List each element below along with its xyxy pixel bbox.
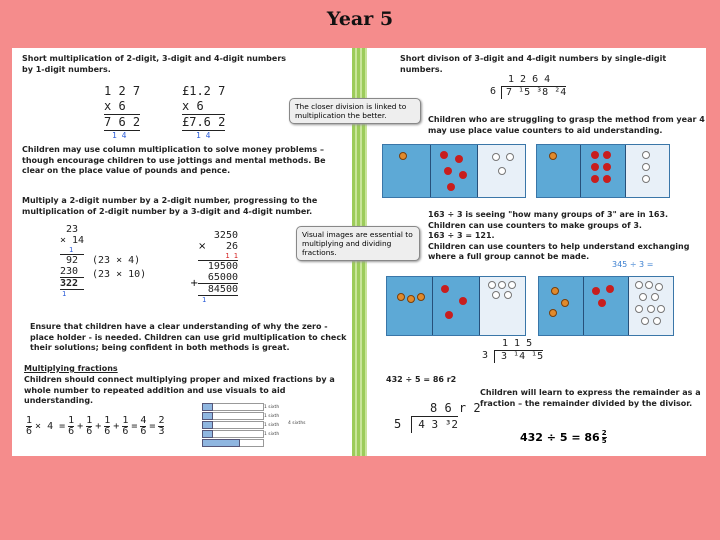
frac-c-num: 1 [86,415,93,426]
frac-g [158,416,164,437]
counter [498,167,506,175]
calc2-line2: x 6 [182,99,204,113]
groups-line-2: Children can use counters to make groups of 3. [428,220,642,230]
sixth-row-5 [202,439,264,447]
counter [459,297,467,305]
div3-dividend: 4 3 ³2 [411,416,458,433]
frac-b-num: 1 [68,415,75,426]
callout-visual-images: Visual images are essential to multiplying and dividing fractions. [296,226,420,261]
counter [606,285,614,293]
counter [603,151,611,159]
long1-carry: 1 [69,246,74,254]
div1-dividend: 7 ¹5 ³8 ²4 [501,86,566,99]
div2-bracket [482,350,543,363]
counter [642,163,650,171]
counter [645,281,653,289]
counter-col-tens-4 [584,277,629,335]
counter [635,305,643,313]
frac-eq-2: = [149,421,156,432]
struggle-note: Children who are struggling to grasp the method from year 4 may use place value counters to aid understanding. [428,115,705,135]
counter [561,299,569,307]
frac-a [26,416,32,437]
long2-p1: 19500 [198,260,238,272]
counter-col-hundreds-1 [383,145,431,197]
counter [551,287,559,295]
counter [549,309,557,317]
long1-carry2: 1 [62,290,67,298]
frac-plus-2: + [95,421,102,432]
long2-times-sign: × [198,241,207,252]
counter [635,281,643,289]
mult-calc-1 [104,84,140,140]
rem-frac-num: 2 [601,429,607,437]
frac-a-num: 1 [26,415,33,426]
frac-c-den: 6 [86,426,93,437]
counter [591,151,599,159]
counter [592,287,600,295]
place-value-counters-4 [538,276,674,336]
short-division-1 [490,74,566,99]
long2-total: 84500 [198,283,238,296]
long1-p1: 92 [60,254,84,266]
rem-equation: 432 ÷ 5 = 86 r2 [386,375,457,384]
counter [591,163,599,171]
counter [447,183,455,191]
place-value-counters-1 [382,144,526,198]
frac-a-den: 6 [26,426,33,437]
div-heading: Short divison of 3-digit and 4-digit numbers by single-digit numbers. [400,54,667,74]
rem-equation-fraction [520,430,607,445]
long2-a: 3250 [213,230,238,241]
frac-e-den: 6 [122,426,129,437]
counter [642,151,650,159]
counter [639,293,647,301]
long1-notes [92,255,146,280]
long1-p2-note: (23 × 10) [92,269,147,280]
long1-p1-note: (23 × 4) [92,255,141,266]
long2-plus-sign: + [190,278,199,289]
sixth-row-4 [202,430,264,438]
counter [440,151,448,159]
counter [455,155,463,163]
counter-col-tens-2 [581,145,625,197]
groups-line-4: Children can use counters to help understand exchanging where a full group cannot be made. [428,241,690,261]
counter-col-ones-2 [626,145,669,197]
frac-note: Children should connect multiplying proper and mixed fractions by a whole number to repeated addition and use visuals to aid understanding. [24,375,335,405]
div2-quotient: 1 1 5 [502,338,533,349]
long1-a: 23 [66,224,79,235]
div3-quotient: 8 6 r 2 [430,401,481,415]
counter [642,175,650,183]
counter [657,305,665,313]
frac-times: × 4 = [35,421,66,432]
counter [653,317,661,325]
frac-b-den: 6 [68,426,75,437]
counter [506,153,514,161]
div1-divisor: 6 [490,86,497,97]
mult-heading: Short multiplication of 2-digit, 3-digit and 4-digit numbers by 1-digit numbers. [22,54,287,74]
worksheet [12,48,706,456]
place-value-counters-3 [386,276,526,336]
div1-bracket [490,86,566,99]
counter [508,281,516,289]
mult-calc-2 [182,84,225,140]
calc2-line3: £7.6 2 [182,115,226,129]
calc1-line2: x 6 [104,99,126,113]
sixth-labels [264,403,279,439]
counter [444,167,452,175]
frac-heading: Multiplying fractions [24,364,118,373]
long-mult-heading: Multiply a 2-digit number by a 2-digit number, progressing to the multiplication of 2-digit number by a 3-digit and 4-digit number. [22,196,318,216]
rem-eq2-text: 432 ÷ 5 = 86 [520,431,600,444]
counter [459,171,467,179]
counter [407,295,415,303]
frac-e-num: 1 [122,415,129,426]
counter [591,175,599,183]
counter [647,305,655,313]
calc2-line1: £1.2 7 [182,84,226,98]
div2-dividend: 3 ¹4 ¹5 [494,350,543,363]
counter-col-hundreds-2 [537,145,581,197]
frac-e [122,416,128,437]
counter [603,163,611,171]
sixths-bars [202,403,264,447]
long2-carry2: 1 [202,296,207,304]
frac-d-den: 6 [104,426,111,437]
sixth-label-1: 1 sixth [264,405,280,410]
counter [441,285,449,293]
short-division-2 [482,338,543,363]
div3-divisor: 5 [394,417,402,431]
sixth-label-3: 1 sixth [264,423,280,428]
counter [598,299,606,307]
long1-b: × 14 [60,235,85,246]
sixth-label-4: 1 sixth [264,432,280,437]
counter-col-ones-1 [478,145,525,197]
frac-g-num: 2 [158,415,165,426]
sixth-row-2 [202,412,264,420]
frac-f-den: 6 [140,426,147,437]
short-division-3 [394,400,481,433]
counter [399,152,407,160]
calc1-line3: 7 6 2 [104,115,141,129]
rem-frac-den: 5 [601,437,607,445]
frac-eq-1: = [131,421,138,432]
sixth-row-3 [202,421,264,429]
place-value-counters-2 [536,144,670,198]
frac-d [104,416,110,437]
long2-p2: 65000 [207,272,238,283]
counter [651,293,659,301]
counter-col-ones-4 [629,277,673,335]
frac-b [68,416,74,437]
long-mult-1 [60,224,84,298]
div2-divisor: 3 [482,350,489,361]
counter-col-ones-3 [480,277,525,335]
counter [488,281,496,289]
rem-fraction [602,430,607,445]
groups-line-1: 163 ÷ 3 is seeing "how many groups of 3" are in 163. [428,210,669,219]
page-title: Year 5 [326,8,394,30]
sixth-label-2: 1 sixth [264,414,280,419]
calc2-carry: 1 4 [196,131,211,140]
remainder-note: Children will learn to express the remainder as a fraction – the remainder divided by the divisor. [480,388,701,408]
div1-quotient: 1 2 6 4 [508,74,551,85]
groups-line-3: 163 ÷ 3 = 121. [428,231,495,240]
counter [492,291,500,299]
eq-345: 345 ÷ 3 = [612,260,654,269]
zero-note: Ensure that children have a clear understanding of why the zero - place holder - is needed. Children can use grid multiplication to check their solutions; being confident in both methods is great. [30,322,347,352]
counter [655,283,663,291]
frac-c [86,416,92,437]
fraction-equation [26,416,164,437]
long1-p2: 230 [60,266,79,277]
long2-carry: 1 1 [225,252,238,260]
counter-col-tens-1 [431,145,479,197]
long1-total: 322 [60,277,84,290]
callout-closer-division: The closer division is linked to multiplication the better. [289,98,421,124]
counter [603,175,611,183]
frac-plus-3: + [113,421,120,432]
money-note: Children may use column multiplication to solve money problems – though encourage children to use jottings and mental methods. Be clear on the place value of pounds and pence. [22,145,326,175]
frac-f-num: 4 [140,415,147,426]
counter [498,281,506,289]
long2-b: 26 [225,241,238,252]
counter [445,311,453,319]
counter [492,153,500,161]
calc1-line1: 1 2 7 [104,84,141,98]
counter [641,317,649,325]
div3-bracket [394,416,481,433]
four-sixths-label: 4 sixths [288,421,306,426]
counter [397,293,405,301]
calc1-carry: 1 4 [112,131,127,140]
counter-col-hundreds-3 [387,277,433,335]
counter [504,291,512,299]
counter [549,152,557,160]
frac-d-num: 1 [104,415,111,426]
groups-text [428,210,708,263]
counter-col-tens-3 [433,277,479,335]
frac-f [140,416,146,437]
frac-g-den: 3 [158,426,165,437]
frac-plus-1: + [77,421,84,432]
counter [417,293,425,301]
counter-col-hundreds-4 [539,277,584,335]
sixth-row-1 [202,403,264,411]
